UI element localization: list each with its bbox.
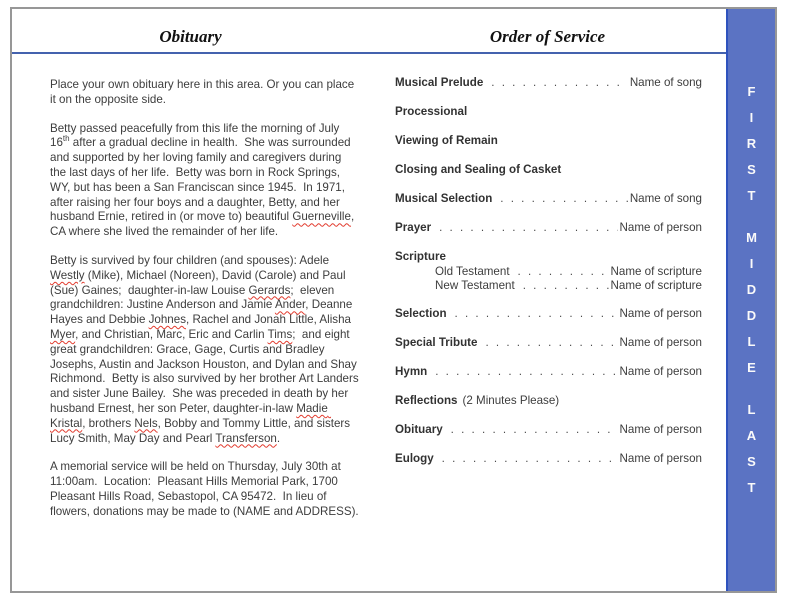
page-content: [12, 54, 726, 534]
text-run: after a gradual decline in health. She was surrounded and supported by her loving family and caregivers during the last days of her life. Betty was born in Rock Springs, WY, but has been a San Franciscan since 1945. In 1971, after raising her four boys and a daughter, Betty, and her husband Ernie, retired in (or move to) beautiful: [50, 136, 354, 224]
order-item-value: Name of person: [619, 452, 702, 465]
order-item: [395, 192, 702, 206]
dotted-leader: [485, 336, 617, 350]
name-bar-letter: L: [747, 334, 756, 349]
order-item-label: Eulogy: [395, 452, 434, 465]
order-item-label: Musical Prelude: [395, 76, 484, 89]
order-item: [395, 250, 702, 264]
order-sub-item: [395, 265, 702, 279]
order-item: [395, 423, 702, 437]
dotted-leader: [439, 221, 617, 235]
order-item: [395, 452, 702, 466]
order-item-note: (2 Minutes Please): [462, 394, 560, 407]
order-item: [395, 105, 702, 119]
order-item-label: Closing and Sealing of Casket: [395, 163, 562, 176]
order-item-value: Name of scripture: [610, 278, 702, 292]
text-run: Place your own obituary here in this area. Or you can place it on the opposite side.: [50, 78, 358, 106]
text-run: , Rachel and Jonah Little, Alisha: [186, 313, 355, 327]
order-item-label: Special Tribute: [395, 336, 478, 349]
order-item-value: Name of person: [619, 423, 702, 436]
order-item: [395, 336, 702, 350]
spellcheck-underlined-word: Myer: [50, 327, 76, 341]
spellcheck-underlined-word: Ander: [274, 298, 306, 312]
order-item-value: Name of song: [629, 76, 702, 89]
dotted-leader: [518, 265, 609, 279]
name-bar-letter: T: [747, 480, 756, 495]
name-bar-letter: A: [746, 428, 757, 443]
order-item: [395, 221, 702, 235]
spellcheck-underlined-word: Westly: [50, 268, 85, 282]
name-bar-letter: L: [747, 402, 756, 417]
dotted-leader: [451, 423, 618, 437]
order-item-group: [395, 250, 702, 292]
obituary-paragraph: [50, 122, 359, 240]
name-bar-word: [746, 225, 757, 381]
order-of-service-column: [369, 54, 726, 534]
dotted-leader: [523, 279, 609, 293]
order-item-value: Name of person: [619, 336, 702, 349]
name-bar-letter: R: [746, 136, 757, 151]
superscript-text: th: [62, 134, 70, 144]
text-run: ; and eight great grandchildren: Grace, Gage, Curtis and Bradley Josephs, Austin and Jackson Houston, and Dylan and Shay Richmond. Betty is also survived by her brother Art Landers and sister June Bailey. She was preceded in death by her husband Ernest, her son Peter, daughter-in-law: [50, 327, 362, 415]
dotted-leader: [491, 76, 628, 90]
order-item-label: Scripture: [395, 250, 446, 263]
name-bar-letter: E: [747, 360, 756, 375]
order-item-label: Musical Selection: [395, 192, 493, 205]
name-bar-letter: F: [747, 84, 756, 99]
spellcheck-underlined-word: Gerards: [248, 283, 291, 297]
obituary-header-cell: [12, 9, 369, 52]
order-of-service-heading: Order of Service: [489, 27, 606, 46]
funeral-program-page: [10, 7, 777, 593]
name-bar-letter: I: [749, 256, 754, 271]
text-run: , and Christian, Marc, Eric and Carlin: [75, 327, 268, 341]
order-item-value: Name of scripture: [610, 265, 702, 278]
text-run: Betty passed peacefully from this life the morning of July 16: [50, 121, 343, 150]
spellcheck-underlined-word: Tims: [267, 327, 293, 341]
obituary-heading: Obituary: [159, 27, 222, 46]
order-item-label: Obituary: [395, 423, 443, 436]
order-item-label: Reflections: [395, 394, 458, 407]
dotted-leader: [435, 365, 617, 379]
order-item-value: Name of person: [619, 365, 702, 378]
order-item-value: Name of song: [629, 192, 702, 205]
text-run: , CA where she lived the remainder of her life.: [50, 210, 358, 239]
obituary-column: [12, 54, 369, 534]
spellcheck-underlined-word: Madie Kristal: [50, 401, 332, 430]
dotted-leader: [455, 307, 618, 321]
order-item: [395, 307, 702, 321]
dotted-leader: [442, 452, 618, 466]
order-of-service-header-cell: [369, 9, 726, 52]
spellcheck-underlined-word: Transferson: [215, 431, 277, 445]
order-item-label: Selection: [395, 307, 447, 320]
name-bar-letter: M: [746, 230, 757, 245]
name-bar-letter: D: [746, 308, 757, 323]
obituary-paragraph: [50, 460, 359, 519]
name-bar-letter: I: [749, 110, 754, 125]
spellcheck-underlined-word: Guerneville: [292, 210, 351, 224]
name-bar-word: [747, 397, 756, 501]
name-bar-letter: T: [747, 188, 756, 203]
text-run: ; eleven grandchildren: Justine Anderson and Jamie: [50, 283, 338, 312]
name-bar-letter: D: [746, 282, 757, 297]
order-item: [395, 394, 702, 408]
header-band: [12, 9, 726, 52]
spellcheck-underlined-word: Nels: [134, 416, 158, 430]
text-run: , brothers: [82, 416, 135, 430]
order-item-value: Name of person: [619, 221, 702, 234]
order-item-label: Hymn: [395, 365, 428, 378]
order-item: [395, 163, 702, 177]
name-bar-letter: S: [747, 454, 756, 469]
order-item-label: Prayer: [395, 221, 432, 234]
vertical-name-bar: [726, 9, 775, 591]
order-item: [395, 134, 702, 148]
order-item-label: Viewing of Remain: [395, 134, 498, 147]
order-sub-item: [395, 279, 702, 293]
order-item-value: Name of person: [619, 307, 702, 320]
text-run: , Bobby and Tommy Little, and sisters Lucy Smith, May Day and Pearl: [50, 416, 354, 445]
order-item: [395, 365, 702, 379]
text-run: .: [276, 431, 281, 445]
order-item-label: New Testament: [435, 278, 515, 292]
obituary-paragraph: [50, 78, 359, 108]
obituary-paragraph: [50, 253, 362, 446]
name-bar-letter: S: [747, 162, 756, 177]
spellcheck-underlined-word: Johnes: [148, 313, 186, 327]
text-run: (Mike), Michael (Noreen), David (Carole) and Paul (Sue) Gaines; daughter-in-law Louise: [50, 268, 349, 297]
order-item: [395, 76, 702, 90]
order-item-label: Old Testament: [435, 265, 510, 278]
name-bar-word: [747, 79, 756, 209]
order-item-label: Processional: [395, 105, 468, 118]
dotted-leader: [500, 192, 628, 206]
text-run: A memorial service will be held on Thursday, July 30th at 11:00am. Location: Pleasant Hills Memorial Park, 1700 Pleasant Hills Road, Sebastopol, CA 95472. In lieu of flowers, donations may be made to (NAME and ADDRESS).: [50, 460, 359, 518]
text-run: Betty is survived by four children (and spouses): Adele: [50, 253, 333, 267]
text-run: , Deanne Hayes and Debbie: [50, 298, 356, 327]
